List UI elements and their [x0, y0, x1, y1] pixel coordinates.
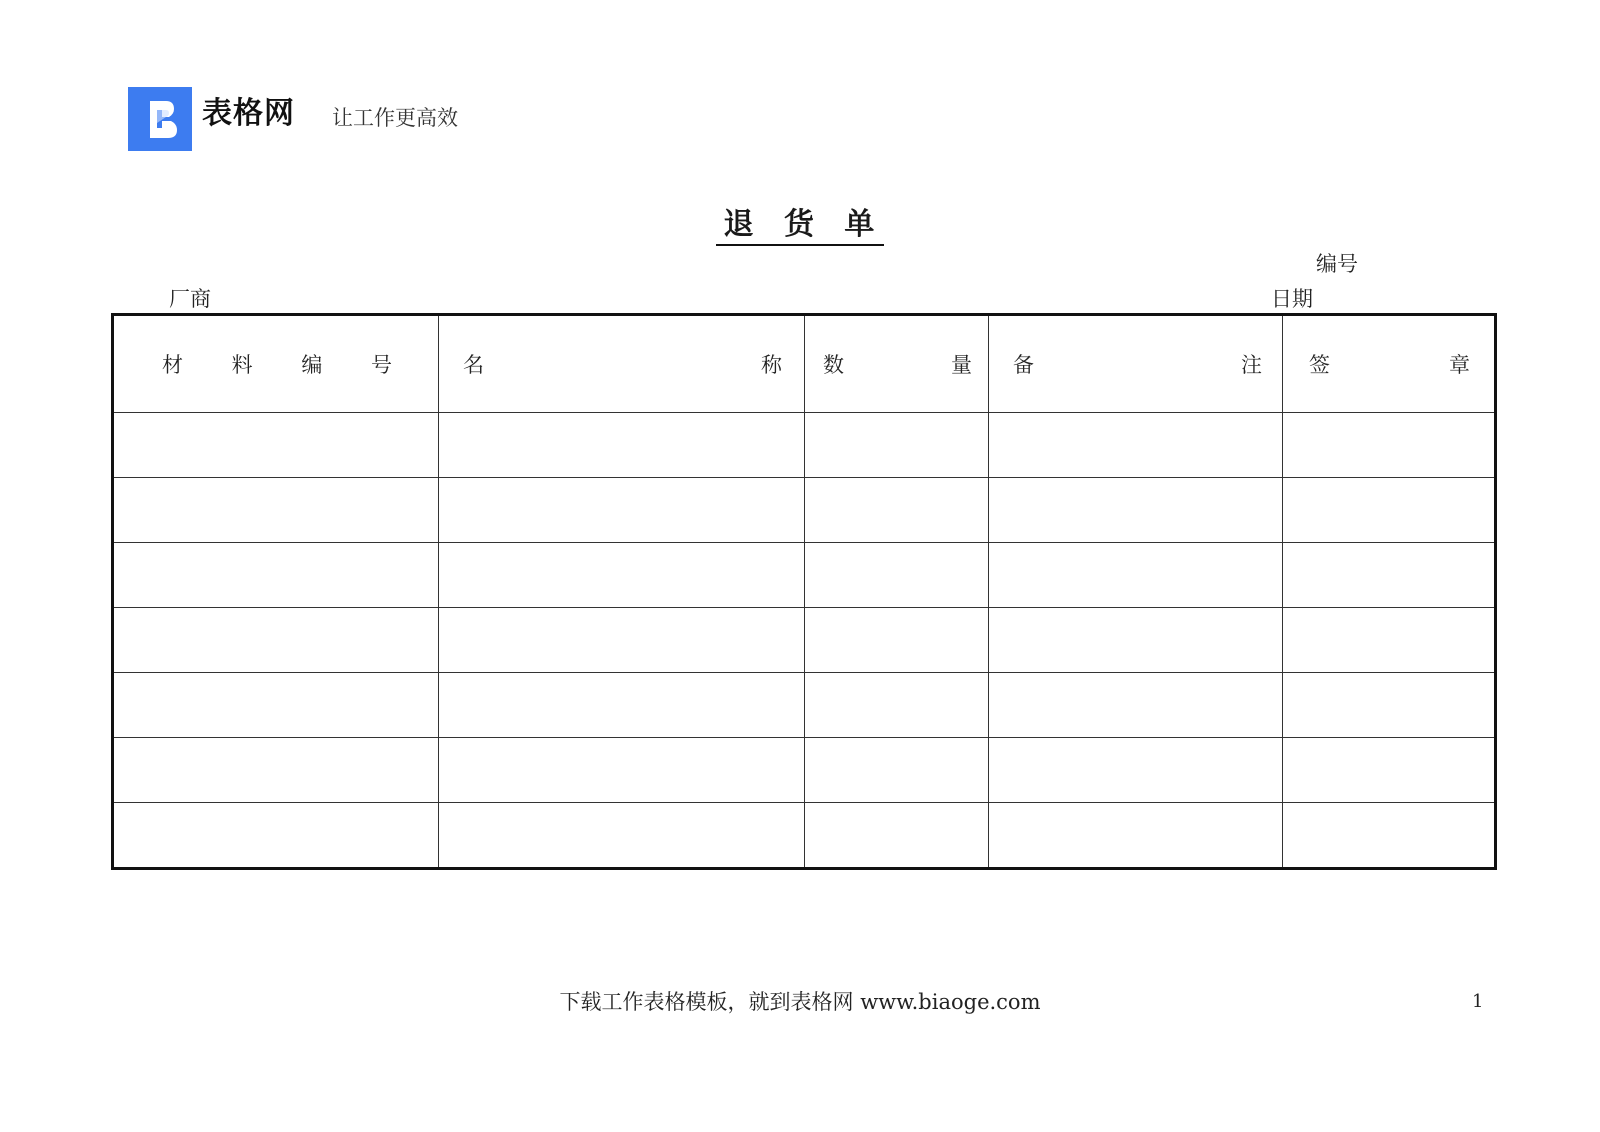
- brand-slogan: 让工作更高效: [332, 106, 458, 130]
- table-cell[interactable]: [989, 673, 1283, 738]
- table-cell[interactable]: [439, 413, 805, 478]
- table-cell[interactable]: [439, 738, 805, 803]
- footer-text: 下载工作表格模板，就到表格网 www.biaoge.com: [559, 990, 1041, 1014]
- table-cell[interactable]: [989, 413, 1283, 478]
- table-cell[interactable]: [113, 413, 439, 478]
- date-label: 日期: [1271, 287, 1313, 311]
- table-cell[interactable]: [805, 608, 989, 673]
- table-cell[interactable]: [805, 413, 989, 478]
- table-cell[interactable]: [989, 478, 1283, 543]
- return-goods-table: [111, 313, 1497, 870]
- table-cell[interactable]: [1283, 413, 1496, 478]
- table-cell[interactable]: [1283, 673, 1496, 738]
- table-row: [113, 413, 1496, 478]
- table-cell[interactable]: [989, 543, 1283, 608]
- header-remarks: 备 注: [989, 315, 1283, 413]
- table-cell[interactable]: [1283, 608, 1496, 673]
- table-cell[interactable]: [805, 543, 989, 608]
- table-cell[interactable]: [439, 673, 805, 738]
- table-row: [113, 478, 1496, 543]
- table-row: [113, 738, 1496, 803]
- table-cell[interactable]: [113, 673, 439, 738]
- table-cell[interactable]: [113, 803, 439, 869]
- table-row: [113, 803, 1496, 869]
- table-cell[interactable]: [989, 738, 1283, 803]
- table-cell[interactable]: [113, 478, 439, 543]
- table-cell[interactable]: [439, 803, 805, 869]
- table-cell[interactable]: [439, 608, 805, 673]
- table-cell[interactable]: [113, 738, 439, 803]
- number-label: 编号: [1316, 252, 1358, 276]
- table-cell[interactable]: [1283, 543, 1496, 608]
- table-cell[interactable]: [1283, 738, 1496, 803]
- table-row: [113, 673, 1496, 738]
- document-title-text: 退 货 单: [716, 207, 885, 246]
- page-number: 1: [1472, 991, 1484, 1012]
- brand-name: 表格网: [202, 96, 295, 131]
- vendor-label: 厂商: [169, 287, 211, 311]
- table-cell[interactable]: [989, 608, 1283, 673]
- header-name: 名 称: [439, 315, 805, 413]
- header-material-number: 材 料 编 号: [113, 315, 439, 413]
- table-row: [113, 608, 1496, 673]
- table-cell[interactable]: [439, 478, 805, 543]
- table-cell[interactable]: [1283, 803, 1496, 869]
- table-cell[interactable]: [439, 543, 805, 608]
- table-cell[interactable]: [989, 803, 1283, 869]
- header-quantity: 数 量: [805, 315, 989, 413]
- brand-logo: [128, 87, 192, 151]
- document-title: [0, 205, 1600, 245]
- table-cell[interactable]: [805, 738, 989, 803]
- table-cell[interactable]: [1283, 478, 1496, 543]
- brand-logo-icon: [128, 87, 192, 151]
- table-header-row: [113, 315, 1496, 413]
- table-cell[interactable]: [805, 803, 989, 869]
- table-cell[interactable]: [113, 543, 439, 608]
- table-cell[interactable]: [805, 673, 989, 738]
- table-cell[interactable]: [805, 478, 989, 543]
- table-row: [113, 543, 1496, 608]
- header-signature: 签 章: [1283, 315, 1496, 413]
- table-cell[interactable]: [113, 608, 439, 673]
